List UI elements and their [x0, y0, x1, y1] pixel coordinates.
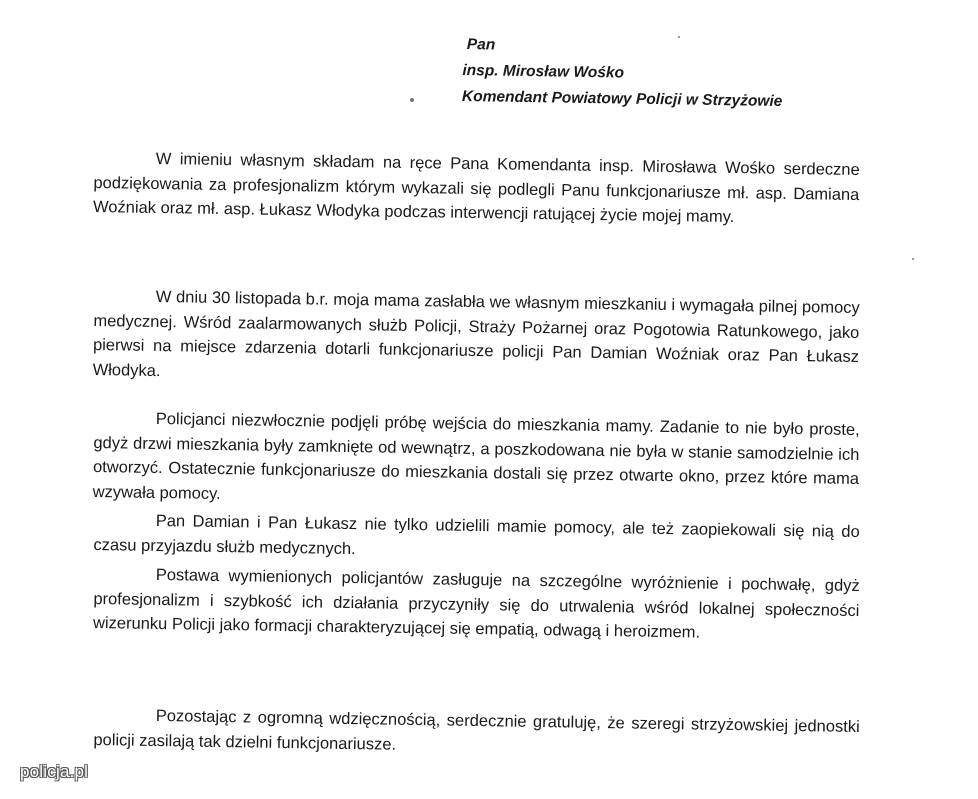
paragraph-text: Policjanci niezwłocznie podjęli próbę wejścia do mieszkania mamy. Zadanie to nie było proste, gdyż drzwi mieszkania były zamknięte od wewnątrz, a poszkodowana nie była w stanie samodzielnie ich otworzyć. Ostatecznie funkcjonariusze do mieszkania dostali się przez otwarte okno, przez które mama wzywała pomocy.: [92, 409, 860, 503]
scan-speck: [678, 36, 680, 38]
scan-speck: [912, 258, 914, 260]
scan-speck: [410, 98, 414, 102]
paragraph-thanks: [93, 146, 860, 232]
paragraph-text: W dniu 30 listopada b.r. moja mama zasłabła we własnym mieszkaniu i wymagała pilnej pomocy medycznej. Wśród zaalarmowanych służb Policji, Straży Pożarnej oraz Pogotowia Ratunkowego, jako pierwsi na miejsce zdarzenia dotarli funkcjonariusze policji Pan Damian Woźniak oraz Pan Łukasz Włodyka.: [92, 287, 860, 380]
addressee-name: insp. Mirosław Wośko: [462, 61, 625, 82]
addressee-salutation: Pan: [466, 36, 496, 54]
addressee-title: Komendant Powiatowy Policji w Strzyżowie: [461, 87, 783, 111]
paragraph-care: [93, 508, 860, 569]
paragraph-entry: [92, 406, 859, 516]
paragraph-closing: [93, 703, 860, 764]
paragraph-text: W imieniu własnym składam na ręce Pana Komendanta insp. Mirosława Wośko serdeczne podziękowania za profesjonalizm którym wykazali się podlegli Panu funkcjonariusze mł. asp. Damiana Woźniak oraz mł. asp. Łukasz Włodyka podczas interwencji ratującej życie mojej mamy.: [92, 149, 860, 227]
paragraph-text: Pozostając z ogromną wdzięcznością, serdecznie gratuluję, że szeregi strzyżowskiej jednostki policji zasilają tak dzielni funkcjonariusze.: [93, 706, 860, 754]
watermark-logo: policja.pl: [20, 762, 89, 781]
addressee-block: [462, 32, 784, 115]
paragraph-incident: [92, 284, 859, 394]
paragraph-text: Postawa wymienionych policjantów zasługuje na szczególne wyróżnienie i pochwałę, gdyż profesjonalizm i szybkość ich działania przyczyniły się do utrwalenia wśród lokalnej społeczności wizerunku Policji jako formacji charakteryzującej się empatią, odwagą i heroizmem.: [92, 565, 860, 642]
paragraph-text: Pan Damian i Pan Łukasz nie tylko udzielili mamie pomocy, ale też zaopiekowali się nią do czasu przyjazdu służb medycznych.: [93, 511, 860, 558]
paragraph-praise: [93, 562, 860, 648]
